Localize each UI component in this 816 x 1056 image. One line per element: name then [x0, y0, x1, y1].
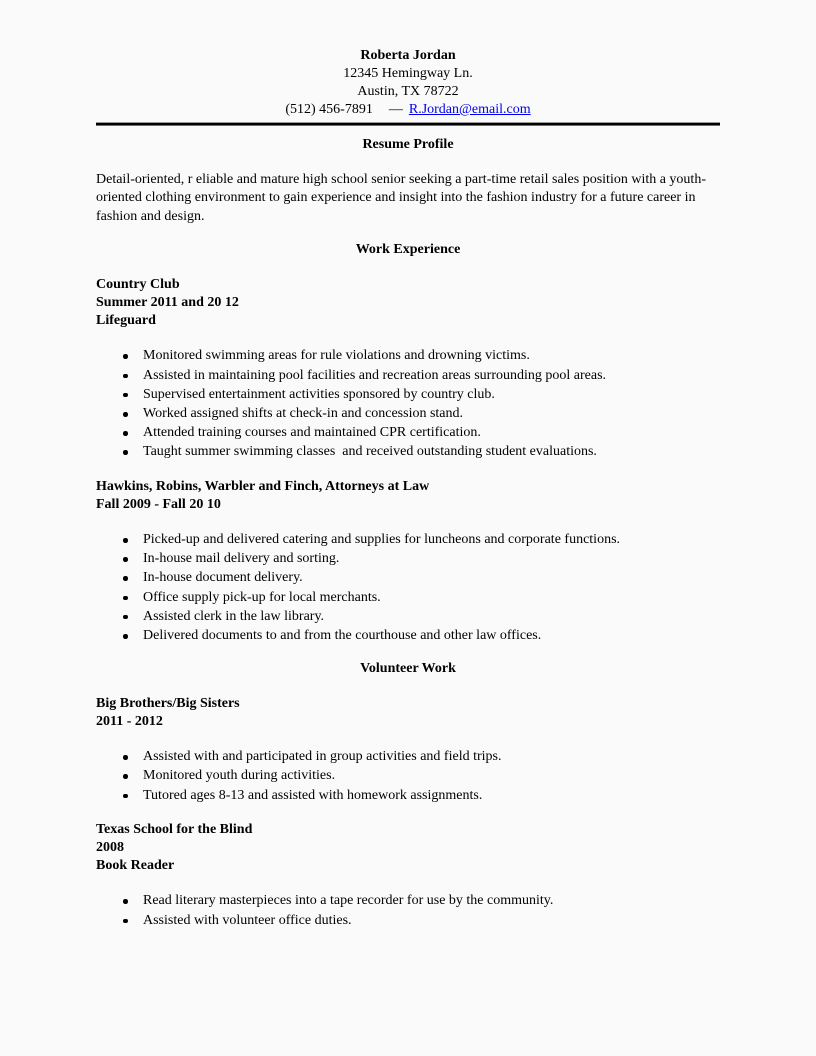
org-header-texas-school: [96, 821, 720, 876]
bullet-item: Assisted with volunteer office duties.: [96, 911, 720, 930]
bullet-item: Assisted clerk in the law library.: [96, 607, 720, 626]
contact-separator: —: [388, 102, 403, 117]
bullet-item: Office supply pick-up for local merchants.: [96, 588, 720, 607]
profile-paragraph: Detail-oriented, r eliable and mature high school senior seeking a part-time retail sales position with a youth-oriented clothing environment to gain experience and insight into the fashion industry for a future career in fashion and design.: [96, 171, 706, 224]
address-line-2: Austin, TX 78722: [357, 84, 459, 99]
organization-name: Texas School for the Blind: [96, 821, 253, 837]
volunteer-dates: 2011 - 2012: [96, 713, 163, 729]
employer-name: Hawkins, Robins, Warbler and Finch, Attorneys at Law: [96, 478, 430, 494]
bullet-item: In-house mail delivery and sorting.: [96, 549, 720, 568]
section-title-resume-profile: Resume Profile: [362, 137, 454, 152]
section-title-volunteer-work: Volunteer Work: [360, 661, 456, 677]
bullet-item: Taught summer swimming classes and received outstanding student evaluations.: [96, 442, 720, 461]
address-line-1: 12345 Hemingway Ln.: [343, 66, 473, 81]
bullet-item: Worked assigned shifts at check-in and concession stand.: [96, 404, 720, 423]
job-header-law-firm: [96, 478, 720, 514]
job-title: Lifeguard: [96, 313, 156, 329]
contact-line: [96, 101, 720, 119]
contact-header: [96, 47, 720, 119]
bullet-list-lifeguard: [96, 346, 720, 461]
bullet-item: Monitored youth during activities.: [96, 766, 720, 785]
job-header-country-club: [96, 276, 720, 331]
bullet-item: Read literary masterpieces into a tape recorder for use by the community.: [96, 891, 720, 910]
volunteer-dates: 2008: [96, 839, 124, 855]
org-header-big-brothers: [96, 695, 720, 731]
bullet-item: Monitored swimming areas for rule violations and drowning victims.: [96, 346, 720, 365]
section-title-work-experience: Work Experience: [355, 242, 461, 258]
bullet-item: Delivered documents to and from the courthouse and other law offices.: [96, 626, 720, 645]
bullet-item: Attended training courses and maintained CPR certification.: [96, 423, 720, 442]
bullet-item: Assisted with and participated in group activities and field trips.: [96, 747, 720, 766]
header-divider: [96, 122, 720, 126]
email-link[interactable]: R.Jordan@email.com: [408, 102, 531, 117]
employment-dates: Summer 2011 and 20 12: [96, 294, 239, 310]
bullet-item: Supervised entertainment activities sponsored by country club.: [96, 385, 720, 404]
bullet-item: Tutored ages 8-13 and assisted with homework assignments.: [96, 786, 720, 805]
bullet-item: In-house document delivery.: [96, 568, 720, 587]
volunteer-role: Book Reader: [96, 858, 175, 874]
bullet-list-big-brothers: [96, 747, 720, 805]
bullet-list-texas-school: [96, 891, 720, 929]
phone-number: (512) 456-7891: [285, 102, 373, 117]
bullet-item: Assisted in maintaining pool facilities and recreation areas surrounding pool areas.: [96, 366, 720, 385]
organization-name: Big Brothers/Big Sisters: [96, 695, 240, 711]
bullet-item: Picked-up and delivered catering and supplies for luncheons and corporate functions.: [96, 530, 720, 549]
employer-name: Country Club: [96, 276, 180, 292]
employment-dates: Fall 2009 - Fall 20 10: [96, 496, 221, 512]
bullet-list-law-firm: [96, 530, 720, 645]
person-name: Roberta Jordan: [360, 48, 456, 63]
